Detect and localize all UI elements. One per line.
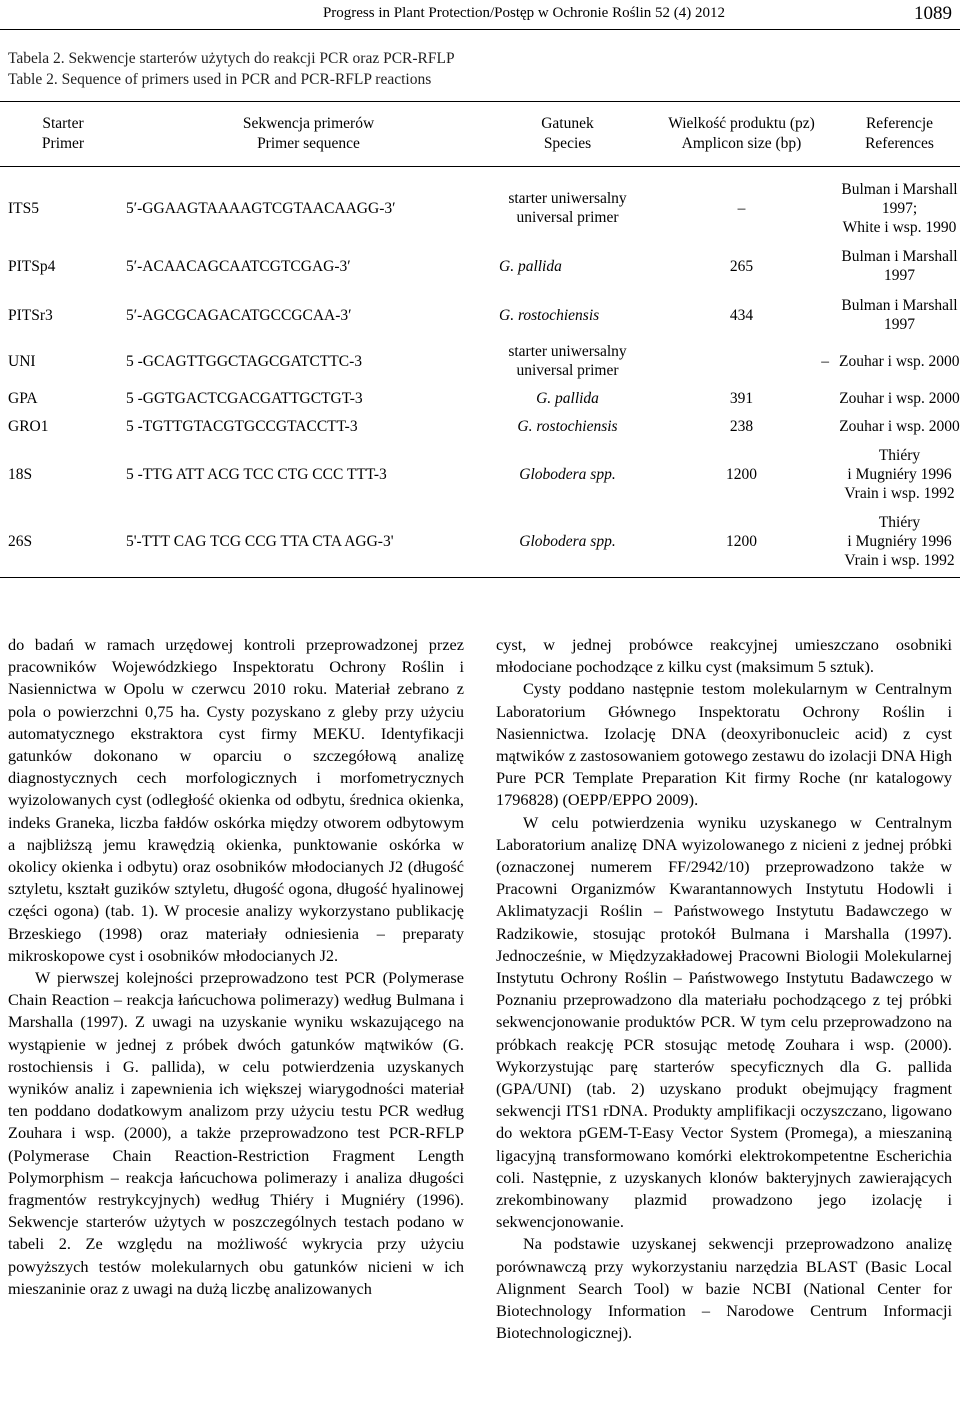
table-row: GPA 5 -GGTGACTCGACGATTGCTGT-3 G. pallida 391 Zouhar i wsp. 2000 xyxy=(8,389,960,407)
table-row: UNI 5 -GCAGTTGGCTAGCGATCTTC-3 starter uniwersalny universal primer – Zouhar i wsp. 2000 xyxy=(8,343,960,379)
header-rule xyxy=(0,29,960,30)
journal-title: Progress in Plant Protection/Postęp w Ochronie Roślin 52 (4) 2012 xyxy=(322,5,725,21)
table-row: ITS5 5′-GGAAGTAAAAGTCGTAACAAGG-3′ starter uniwersalny universal primer – Bulman i Marshall 1997; White i wsp. 1990 xyxy=(8,180,958,236)
table-row: 18S 5 -TTG ATT ACG TCC CTG CCC TTT-3 Globodera spp. 1200 Thiéry i Mugniéry 1996 Vrain i wsp. 1992 xyxy=(8,446,955,502)
paragraph: W pierwszej kolejności przeprowadzono test PCR (Polymerase Chain Reaction – reakcja łańcuchowa polimerazy) według Bulmana i Marshalla (1997). Z uwagi na uzyskanie wyniku wskazującego na wystąpienie w jednej z próbek dwóch gatunków mątwików (G. rostochiensis i G. pallida), w celu potwierdzenia uzyskanych wyników analiz i zapewnienia ich większej wiarygodności materiał ten poddano dodatkowym analizom przy użyciu testu PCR według Zouhara i wsp. (2000), a także przeprowadzono test PCR-RFLP (Polymerase Chain Reaction-Restriction Fragment Length Polymorphism – reakcja łańcuchowa polimerazy i analiza długości fragmentów restrykcyjnych) według Thiéry i Mugniéry (1996). Sekwencje starterów użytych w poszczególnych testach podano w tabeli 2. Ze względu na możliwość wykrycia przy użyciu powyższych testów molekularnych obu gatunków nicieni w ich mieszaninie oraz z uwagi na dużą liczbę analizowanych xyxy=(8,968,464,1298)
body-left-column xyxy=(8,634,464,1300)
table-row: PITSr3 5′-AGCGCAGACATGCCGCAA-3′ G. rostochiensis 434 Bulman i Marshall 1997 xyxy=(8,297,958,333)
paragraph: cyst, w jednej probówce reakcyjnej umieszczano osobniki młodociane pochodzące z kilku cyst (maksimum 5 sztuk). xyxy=(496,635,952,677)
table-caption-pl: Tabela 2. Sekwencje starterów użytych do reakcji PCR oraz PCR-RFLP xyxy=(8,50,455,67)
paragraph: W celu potwierdzenia wyniku uzyskanego w Centralnym Laboratorium analizę DNA wyizolowanego z nicieni z jednej próbki (oznaczonej numerem FF/2942/10) przeprowadzono także w Pracowni Organizmów Kwarantannowych Instytutu Hodowli i Aklimatyzacji Roślin – Państwowego Instytutu Badawczego w Radzikowie, stosując protokół Bulmana i Marshalla (1997). Jednocześnie, w Międzyzakładowej Pracowni Biologii Molekularnej Instytutu Ochrony Roślin – Państwowego Instytutu Badawczego w Poznaniu przeprowadzono dla materiału pochodzącego z tej próbki sekwencjonowanie produktów PCR. W tym celu przeprowadzono na próbkach reakcję PCR stosując metodę Zouhara i wsp. (2000). Wykorzystując parę starterów specyficznych dla G. pallida (GPA/UNI) (tab. 2) uzyskano produkt obejmujący fragment sekwencji ITS1 rDNA. Produkty amplifikacji oczyszczano, ligowano do wektora pGEM-T-Easy Vector System (Promega), a mieszaniną ligacyjną transformowano komórki elektrokompetentne Escherichia coli. Następnie, z uzyskanych klonów bakteryjnych zawierających zrekombinowany plazmid prowadzono jego izolację i sekwencjonowanie. xyxy=(496,812,952,1232)
header-species: Gatunek Species xyxy=(541,114,594,152)
table-row: PITSp4 5′-ACAACAGCAATCGTCGAG-3′ G. pallida 265 Bulman i Marshall 1997 xyxy=(8,248,958,284)
running-header xyxy=(0,3,960,27)
paragraph: Na podstawie uzyskanej sekwencji przeprowadzono analizę porównawczą przy wykorzystaniu narzędzia BLAST (Basic Local Alignment Search Tool) w bazie NCBI (National Center for Biotechnology Information – Narodowe Centrum Informacji Biotechnologicznej). xyxy=(496,1234,952,1343)
paragraph: Cysty poddano następnie testom molekularnym w Centralnym Laboratorium Głównego Inspektoratu Ochrony Roślin i Nasiennictwa. Izolację DNA (deoxyribonucleic acid) z cyst mątwików z zastosowaniem gotowego zestawu do izolacji DNA High Pure PCR Template Preparation Kit firmy Roche (nr katalogowy 1796828) (OEPP/EPPO 2009). xyxy=(496,679,952,810)
table-top-rule xyxy=(0,101,960,102)
header-primer: Starter Primer xyxy=(41,114,85,152)
header-references: Referencje References xyxy=(865,114,934,152)
page-number: 1089 xyxy=(914,3,952,24)
body-right-column xyxy=(496,634,952,1345)
table-bottom-rule xyxy=(0,577,960,578)
table-header-row xyxy=(0,108,960,159)
header-size: Wielkość produktu (pz) Amplicon size (bp) xyxy=(668,114,815,152)
primers-table xyxy=(0,108,960,574)
table-caption-en: Table 2. Sequence of primers used in PCR and PCR-RFLP reactions xyxy=(8,71,432,88)
table-row: 26S 5'-TTT CAG TCG CCG TTA CTA AGG-3' Globodera spp. 1200 Thiéry i Mugniéry 1996 Vrain i wsp. 1992 xyxy=(8,513,955,569)
table-row: GRO1 5 -TGTTGTACGTGCCGTACCTT-3 G. rostochiensis 238 Zouhar i wsp. 2000 xyxy=(8,417,960,435)
paragraph: do badań w ramach urzędowej kontroli przeprowadzonej przez pracowników Wojewódzkiego Inspektoratu Ochrony Roślin i Nasiennictwa w Opolu w czerwcu 2010 roku. Materiał zebrano z pola o powierzchni 0,75 ha. Cysty pozyskano z gleby przy użyciu automatycznego ekstraktora cyst firmy MEKU. Identyfikacji gatunków dokonano w oparciu o szczegółową analizę diagnostycznych cech morfologicznych i morfometrycznych wyizolowanych cyst (odległość okienka od odbytu, średnica okienka, indeks Graneka, liczba fałdów oskórka między otworem odbytowym a najbliższą jemu krawędzią okienka, punktowanie oskórka w okolicy okienka i odbytu) oraz osobników młodocianych J2 (długość sztyletu, kształt guzików sztyletu, długość ogona, długość hyalinowej części ogona) (tab. 1). W procesie analizy wykorzystano publikację Brzeskiego (1998) oraz materiały odniesienia – preparaty mikroskopowe cyst i osobników młodocianych J2. xyxy=(8,635,464,965)
header-sequence: Sekwencja primerów Primer sequence xyxy=(242,114,375,152)
